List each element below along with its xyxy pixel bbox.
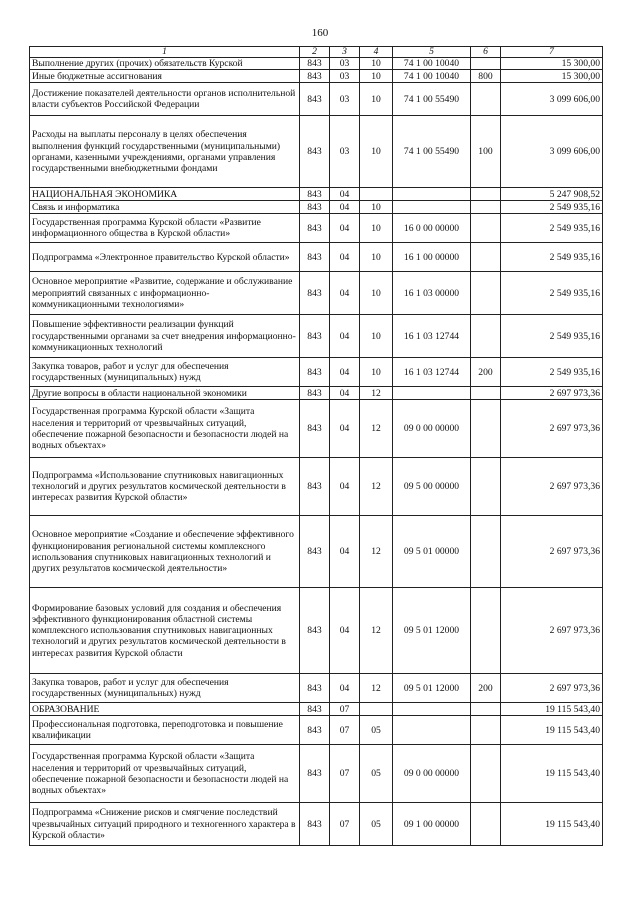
row-name: ОБРАЗОВАНИЕ [30, 703, 300, 716]
header-col-4: 4 [360, 47, 393, 58]
row-amount: 2 549 935,16 [501, 272, 603, 315]
row-target-article: 09 5 01 12000 [393, 588, 471, 674]
row-target-article: 74 1 00 55490 [393, 116, 471, 188]
row-code-subsection: 05 [360, 716, 393, 745]
row-expense-type [471, 201, 501, 214]
header-col-2: 2 [300, 47, 330, 58]
row-name: Основное мероприятие «Создание и обеспечение эффективного функционирования региональной системы комплексного использования спутниковых навигационных технологий и других результатов космической деятельности» [30, 516, 300, 588]
row-code-section: 04 [330, 674, 360, 703]
table-row [30, 716, 603, 745]
row-amount: 5 247 908,52 [501, 188, 603, 201]
table-row [30, 745, 603, 803]
table-row [30, 243, 603, 272]
header-col-6: 6 [471, 47, 501, 58]
row-expense-type [471, 243, 501, 272]
table-row [30, 588, 603, 674]
row-code-ministry: 843 [300, 83, 330, 116]
row-target-article: 09 5 01 12000 [393, 674, 471, 703]
row-name: Расходы на выплаты персоналу в целях обеспечения выполнения функций государственными (муниципальными) органами, казенными учреждениями, органами управления государственными внебюджетными фондами [30, 116, 300, 188]
row-expense-type [471, 188, 501, 201]
row-expense-type [471, 516, 501, 588]
row-expense-type: 200 [471, 358, 501, 387]
row-code-section: 07 [330, 745, 360, 803]
row-code-subsection: 10 [360, 70, 393, 83]
row-target-article: 16 1 03 12744 [393, 315, 471, 358]
row-expense-type [471, 716, 501, 745]
row-target-article: 74 1 00 10040 [393, 70, 471, 83]
row-code-subsection: 10 [360, 83, 393, 116]
row-target-article: 16 1 03 12744 [393, 358, 471, 387]
row-target-article: 09 0 00 00000 [393, 400, 471, 458]
row-target-article: 16 1 03 00000 [393, 272, 471, 315]
row-code-subsection: 10 [360, 315, 393, 358]
row-name: Подпрограмма «Электронное правительство Курской области» [30, 243, 300, 272]
row-target-article: 16 1 00 00000 [393, 243, 471, 272]
row-code-section: 04 [330, 243, 360, 272]
row-code-ministry: 843 [300, 387, 330, 400]
row-code-subsection: 12 [360, 387, 393, 400]
row-code-ministry: 843 [300, 272, 330, 315]
row-code-subsection: 10 [360, 214, 393, 243]
row-code-ministry: 843 [300, 803, 330, 846]
row-name: Достижение показателей деятельности органов исполнительной власти субъектов Российской Федерации [30, 83, 300, 116]
row-amount: 3 099 606,00 [501, 83, 603, 116]
row-name: Повышение эффективности реализации функций государственными органами за счет внедрения информационно-коммуникационных технологий [30, 315, 300, 358]
table-row [30, 272, 603, 315]
row-amount: 2 549 935,16 [501, 243, 603, 272]
page-number: 160 [311, 27, 329, 39]
row-expense-type [471, 387, 501, 400]
row-code-section: 03 [330, 83, 360, 116]
row-target-article [393, 703, 471, 716]
header-col-5: 5 [393, 47, 471, 58]
row-name: Профессиональная подготовка, переподготовка и повышение квалификации [30, 716, 300, 745]
row-code-subsection: 10 [360, 116, 393, 188]
row-code-subsection: 12 [360, 588, 393, 674]
table-row [30, 188, 603, 201]
row-amount: 15 300,00 [501, 58, 603, 70]
row-expense-type: 200 [471, 674, 501, 703]
row-code-ministry: 843 [300, 674, 330, 703]
row-amount: 2 549 935,16 [501, 315, 603, 358]
row-target-article: 16 0 00 00000 [393, 214, 471, 243]
row-expense-type [471, 214, 501, 243]
row-amount: 19 115 543,40 [501, 716, 603, 745]
table-row [30, 58, 603, 70]
row-expense-type [471, 58, 501, 70]
budget-table [29, 46, 603, 846]
row-code-subsection: 12 [360, 458, 393, 516]
row-code-section: 03 [330, 70, 360, 83]
row-name: Связь и информатика [30, 201, 300, 214]
row-amount: 2 697 973,36 [501, 400, 603, 458]
row-code-ministry: 843 [300, 588, 330, 674]
row-amount: 2 549 935,16 [501, 358, 603, 387]
row-code-ministry: 843 [300, 358, 330, 387]
row-amount: 2 697 973,36 [501, 516, 603, 588]
row-code-ministry: 843 [300, 745, 330, 803]
row-code-subsection: 10 [360, 358, 393, 387]
row-code-ministry: 843 [300, 188, 330, 201]
row-code-ministry: 843 [300, 70, 330, 83]
row-target-article: 09 5 01 00000 [393, 516, 471, 588]
row-code-section: 07 [330, 803, 360, 846]
row-target-article [393, 716, 471, 745]
row-code-ministry: 843 [300, 716, 330, 745]
table-row [30, 70, 603, 83]
row-code-ministry: 843 [300, 458, 330, 516]
row-expense-type [471, 588, 501, 674]
row-target-article: 09 0 00 00000 [393, 745, 471, 803]
row-code-ministry: 843 [300, 116, 330, 188]
table-row [30, 315, 603, 358]
row-target-article: 74 1 00 10040 [393, 58, 471, 70]
row-name: Основное мероприятие «Развитие, содержание и обслуживание мероприятий связанных с информационно-коммуникационными технологиями» [30, 272, 300, 315]
row-expense-type [471, 703, 501, 716]
header-col-1: 1 [30, 47, 300, 58]
row-expense-type [471, 745, 501, 803]
row-code-subsection [360, 703, 393, 716]
row-code-ministry: 843 [300, 214, 330, 243]
row-code-subsection: 10 [360, 58, 393, 70]
row-code-section: 03 [330, 58, 360, 70]
row-expense-type [471, 315, 501, 358]
row-amount: 2 697 973,36 [501, 387, 603, 400]
row-target-article [393, 387, 471, 400]
row-code-subsection: 12 [360, 674, 393, 703]
row-name: Выполнение других (прочих) обязательств Курской [30, 58, 300, 70]
table-row [30, 803, 603, 846]
row-code-section: 07 [330, 703, 360, 716]
table-row [30, 400, 603, 458]
row-target-article [393, 201, 471, 214]
row-name: Закупка товаров, работ и услуг для обеспечения государственных (муниципальных) нужд [30, 674, 300, 703]
row-code-subsection [360, 188, 393, 201]
row-code-ministry: 843 [300, 243, 330, 272]
row-name: Государственная программа Курской области «Защита населения и территорий от чрезвычайных ситуаций, обеспечение пожарной безопасности и безопасности людей на водных объектах» [30, 400, 300, 458]
row-code-ministry: 843 [300, 516, 330, 588]
row-name: Закупка товаров, работ и услуг для обеспечения государственных (муниципальных) нужд [30, 358, 300, 387]
row-code-section: 04 [330, 272, 360, 315]
row-expense-type [471, 803, 501, 846]
header-col-7: 7 [501, 47, 603, 58]
table-row [30, 358, 603, 387]
row-code-ministry: 843 [300, 703, 330, 716]
row-code-section: 04 [330, 387, 360, 400]
table-row [30, 201, 603, 214]
row-expense-type [471, 272, 501, 315]
row-amount: 2 697 973,36 [501, 588, 603, 674]
row-amount: 3 099 606,00 [501, 116, 603, 188]
row-expense-type [471, 400, 501, 458]
row-amount: 2 549 935,16 [501, 214, 603, 243]
row-amount: 2 697 973,36 [501, 674, 603, 703]
row-code-subsection: 12 [360, 516, 393, 588]
row-amount: 19 115 543,40 [501, 703, 603, 716]
row-amount: 2 549 935,16 [501, 201, 603, 214]
table-row [30, 116, 603, 188]
header-col-3: 3 [330, 47, 360, 58]
row-code-subsection: 05 [360, 803, 393, 846]
row-code-ministry: 843 [300, 201, 330, 214]
row-expense-type: 800 [471, 70, 501, 83]
row-code-ministry: 843 [300, 400, 330, 458]
table-row [30, 83, 603, 116]
row-name: Подпрограмма «Использование спутниковых навигационных технологий и других результатов космической деятельности в интересах развития Курской области» [30, 458, 300, 516]
row-code-section: 04 [330, 358, 360, 387]
row-amount: 2 697 973,36 [501, 458, 603, 516]
row-name: Другие вопросы в области национальной экономики [30, 387, 300, 400]
table-header-row [30, 47, 603, 58]
row-name: Иные бюджетные ассигнования [30, 70, 300, 83]
row-code-section: 04 [330, 588, 360, 674]
row-name: Подпрограмма «Снижение рисков и смягчение последствий чрезвычайных ситуаций природного и техногенного характера в Курской области» [30, 803, 300, 846]
table-row [30, 214, 603, 243]
row-code-section: 04 [330, 214, 360, 243]
row-name: Государственная программа Курской области «Защита населения и территорий от чрезвычайных ситуаций, обеспечение пожарной безопасности и безопасности людей на водных объектах» [30, 745, 300, 803]
row-code-section: 04 [330, 188, 360, 201]
table-row [30, 674, 603, 703]
table-row [30, 516, 603, 588]
table-row [30, 387, 603, 400]
row-target-article: 09 5 00 00000 [393, 458, 471, 516]
row-amount: 15 300,00 [501, 70, 603, 83]
row-amount: 19 115 543,40 [501, 803, 603, 846]
row-expense-type: 100 [471, 116, 501, 188]
row-code-section: 04 [330, 400, 360, 458]
row-code-subsection: 12 [360, 400, 393, 458]
row-code-section: 04 [330, 516, 360, 588]
row-code-section: 03 [330, 116, 360, 188]
row-name: Формирование базовых условий для создания и обеспечения эффективного функционирования областной системы комплексного использования спутниковых навигационных технологий и других результатов космической деятельности в интересах развития Курской области [30, 588, 300, 674]
row-code-section: 04 [330, 315, 360, 358]
row-code-subsection: 10 [360, 243, 393, 272]
row-target-article [393, 188, 471, 201]
row-code-subsection: 10 [360, 201, 393, 214]
row-expense-type [471, 458, 501, 516]
row-code-subsection: 05 [360, 745, 393, 803]
row-code-ministry: 843 [300, 315, 330, 358]
row-code-section: 04 [330, 458, 360, 516]
row-target-article: 74 1 00 55490 [393, 83, 471, 116]
row-code-ministry: 843 [300, 58, 330, 70]
row-target-article: 09 1 00 00000 [393, 803, 471, 846]
row-name: Государственная программа Курской области «Развитие информационного общества в Курской области» [30, 214, 300, 243]
row-code-section: 04 [330, 201, 360, 214]
table-row [30, 703, 603, 716]
row-name: НАЦИОНАЛЬНАЯ ЭКОНОМИКА [30, 188, 300, 201]
row-amount: 19 115 543,40 [501, 745, 603, 803]
row-code-section: 07 [330, 716, 360, 745]
row-code-subsection: 10 [360, 272, 393, 315]
table-row [30, 458, 603, 516]
row-expense-type [471, 83, 501, 116]
